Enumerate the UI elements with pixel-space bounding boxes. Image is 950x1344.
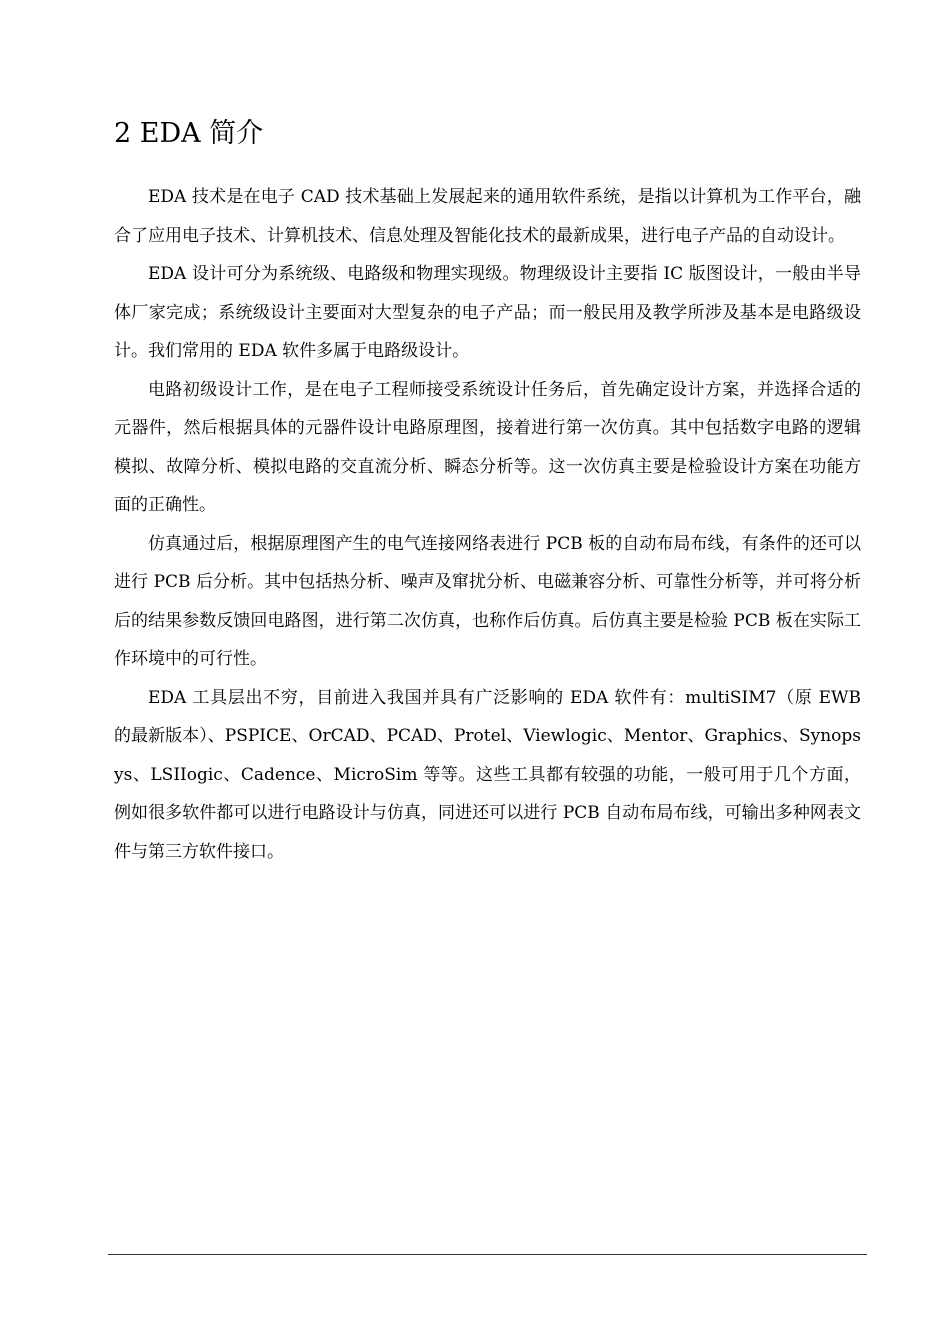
body-text [114, 178, 861, 871]
paragraph-eda-tools: EDA 工具层出不穷，目前进入我国并具有广泛影响的 EDA 软件有：multiSIM7（原 EWB 的最新版本）、PSPICE、OrCAD、PCAD、Protel、Viewlogic、Mentor、Graphics、Synopsys、LSIIogic、Cadence、MicroSim 等等。这些工具都有较强的功能，一般可用于几个方面，例如很多软件都可以进行电路设计与仿真，同进还可以进行 PCB 自动布局布线，可输出多种网表文件与第三方软件接口。 [114, 687, 861, 862]
section-title: 2 EDA 简介 [114, 118, 264, 149]
paragraph-design-levels: EDA 设计可分为系统级、电路级和物理实现级。物理级设计主要指 IC 版图设计，一般由半导体厂家完成；系统级设计主要面对大型复杂的电子产品；而一般民用及教学所涉及基本是电路级设计。我们常用的 EDA 软件多属于电路级设计。 [114, 264, 861, 361]
paragraph-initial-design: 电路初级设计工作，是在电子工程师接受系统设计任务后，首先确定设计方案，并选择合适的元器件，然后根据具体的元器件设计电路原理图，接着进行第一次仿真。其中包括数字电路的逻辑模拟、故障分析、模拟电路的交直流分析、瞬态分析等。这一次仿真主要是检验设计方案在功能方面的正确性。 [114, 379, 861, 515]
paragraph-post-simulation: 仿真通过后，根据原理图产生的电气连接网络表进行 PCB 板的自动布局布线，有条件的还可以进行 PCB 后分析。其中包括热分析、噪声及窜扰分析、电磁兼容分析、可靠性分析等，并可将分析后的结果参数反馈回电路图，进行第二次仿真，也称作后仿真。后仿真主要是检验 PCB 板在实际工作环境中的可行性。 [114, 533, 861, 669]
paragraph-eda-overview: EDA 技术是在电子 CAD 技术基础上发展起来的通用软件系统，是指以计算机为工作平台，融合了应用电子技术、计算机技术、信息处理及智能化技术的最新成果，进行电子产品的自动设计。 [114, 187, 861, 246]
footer-divider [108, 1254, 867, 1255]
